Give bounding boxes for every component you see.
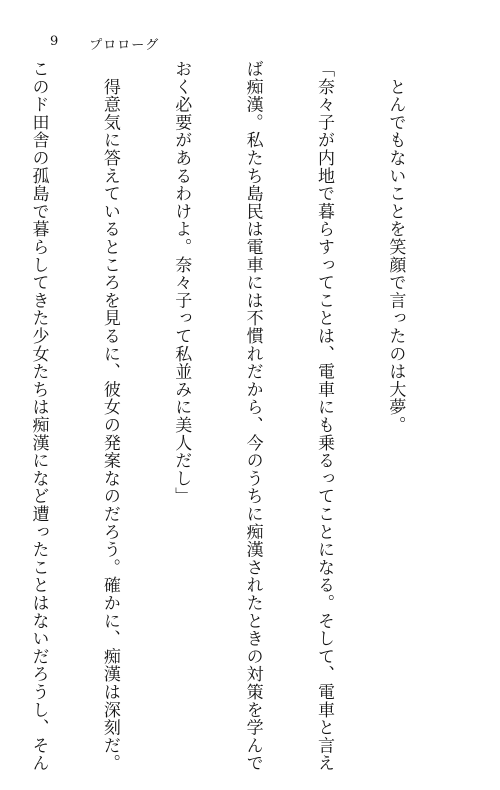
page-number: 9 bbox=[50, 34, 60, 49]
text-line: 得意気に答えているところを見るに、彼女の発案なのだろう。確かに、痴漢は深刻だ。 bbox=[99, 60, 120, 772]
text-line: おく必要があるわけよ。奈々子って私並みに美人だし」 bbox=[171, 60, 192, 505]
text-line: とんでもないことを笑顔で言ったのは大夢。 bbox=[385, 60, 406, 434]
chapter-title: プロローグ bbox=[89, 38, 160, 53]
text-line: ば痴漢。私たち島民は電車には不慣れだから、今のうちに痴漢されたときの対策を学んで bbox=[242, 60, 263, 772]
page-header bbox=[50, 34, 159, 53]
text-line: このド田舎の孤島で暮らしてきた少女たちは痴漢になど遭ったことはないだろうし、そん bbox=[28, 60, 49, 772]
text-line: 「奈々子が内地で暮らすってことは、電車にも乗るってことになる。そして、電車と言え bbox=[314, 60, 335, 772]
vertical-body-text bbox=[0, 60, 454, 772]
